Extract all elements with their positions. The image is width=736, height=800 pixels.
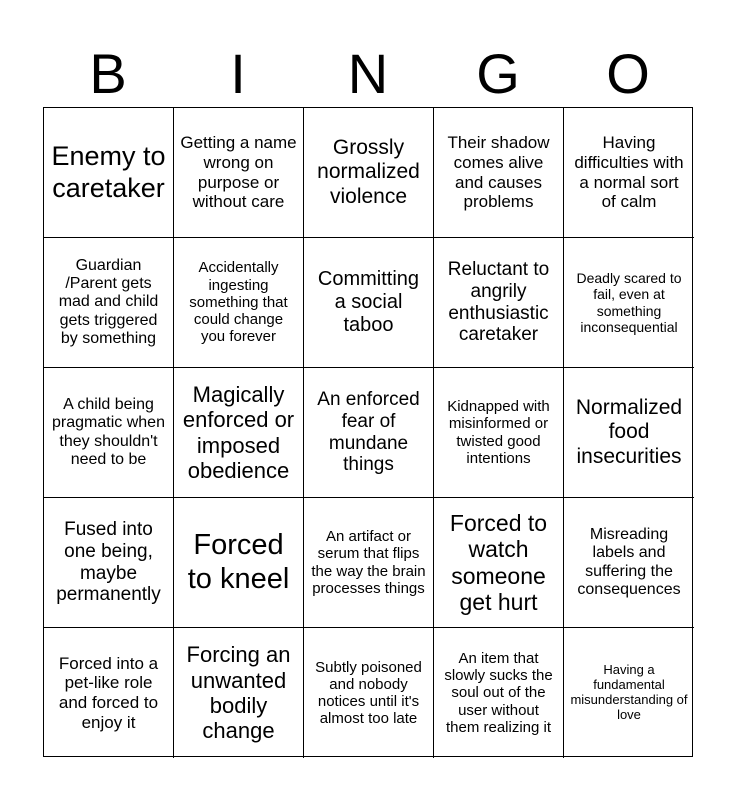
bingo-cell[interactable]: Magically enforced or imposed obedience	[174, 368, 304, 498]
bingo-cell[interactable]: Subtly poisoned and nobody notices until it's almost too late	[304, 628, 434, 758]
bingo-cell[interactable]: Deadly scared to fail, even at something inconsequential	[564, 238, 694, 368]
bingo-cell[interactable]: An artifact or serum that flips the way the brain processes things	[304, 498, 434, 628]
bingo-cell[interactable]: Misreading labels and suffering the consequences	[564, 498, 694, 628]
header-letter-o: O	[606, 42, 650, 105]
bingo-cell[interactable]: Normalized food insecurities	[564, 368, 694, 498]
bingo-cell[interactable]: Reluctant to angrily enthusiastic caretaker	[434, 238, 564, 368]
bingo-cell[interactable]: Getting a name wrong on purpose or without care	[174, 108, 304, 238]
header-letter-g: G	[476, 42, 520, 105]
bingo-cell[interactable]: Fused into one being, maybe permanently	[44, 498, 174, 628]
bingo-cell[interactable]: Accidentally ingesting something that could change you forever	[174, 238, 304, 368]
bingo-cell[interactable]: Having a fundamental misunderstanding of love	[570, 662, 688, 722]
bingo-cell[interactable]: Forcing an unwanted bodily change	[174, 628, 304, 758]
bingo-cell[interactable]: An enforced fear of mundane things	[304, 368, 434, 498]
bingo-cell[interactable]: A child being pragmatic when they shouldn't need to be	[44, 368, 174, 498]
header-letter-n: N	[347, 42, 389, 105]
bingo-cell[interactable]: Grossly normalized violence	[304, 108, 434, 238]
bingo-header	[43, 42, 693, 106]
bingo-cell[interactable]: An item that slowly sucks the soul out of the user without them realizing it	[434, 628, 564, 758]
bingo-board	[43, 107, 693, 757]
bingo-cell[interactable]: Forced to watch someone get hurt	[434, 498, 564, 628]
header-letter-i: I	[230, 42, 246, 105]
bingo-cell[interactable]: Forced into a pet-like role and forced to enjoy it	[44, 628, 174, 758]
bingo-cell[interactable]: Enemy to caretaker	[44, 108, 174, 238]
bingo-cell[interactable]: Kidnapped with misinformed or twisted good intentions	[434, 368, 564, 498]
bingo-cell[interactable]: Guardian /Parent gets mad and child gets triggered by something	[44, 238, 174, 368]
bingo-cell[interactable]: Forced to kneel	[174, 498, 304, 628]
bingo-cell[interactable]: Having difficulties with a normal sort of calm	[564, 108, 694, 238]
bingo-cell[interactable]: Their shadow comes alive and causes problems	[434, 108, 564, 238]
header-letter-b: B	[89, 42, 127, 105]
bingo-cell[interactable]: Committing a social taboo	[304, 238, 434, 368]
